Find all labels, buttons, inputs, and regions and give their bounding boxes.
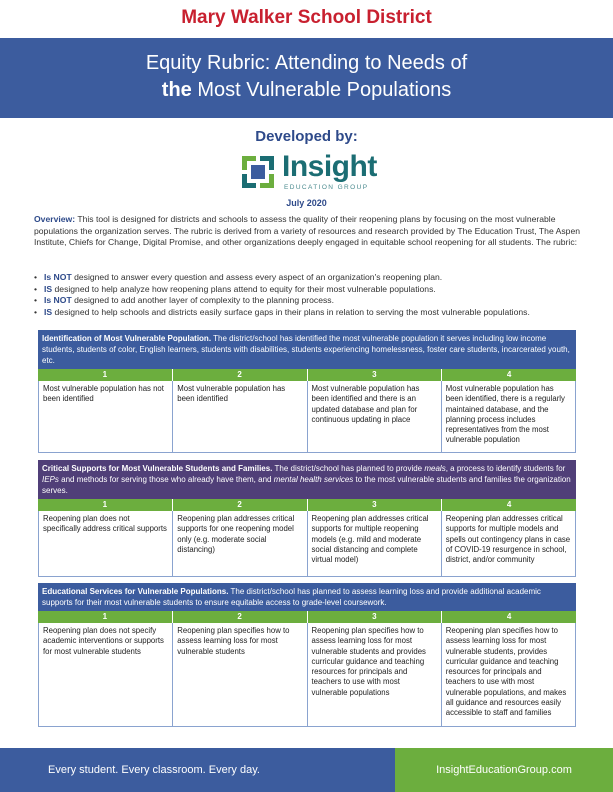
overview-label: Overview: (34, 214, 76, 224)
bullet-keyword: IS (44, 306, 53, 317)
rubric-cell: Reopening plan does not specifically address critical supports (38, 511, 173, 576)
rubric-cell: Most vulnerable population has been identified, there is a regularly maintained database, and the planning process includes representatives from the most vulnerable population (442, 381, 576, 452)
scale-3: 3 (308, 499, 443, 511)
scale-4: 4 (506, 500, 512, 509)
table-row (38, 623, 576, 727)
scale-1: 1 (38, 499, 173, 511)
scale-2: 2 (173, 611, 308, 623)
scale-2: 2 (173, 369, 308, 381)
scale-row (38, 611, 576, 623)
bullet-text: designed to help schools and districts easily surface gaps in their plans in relation to serving the most vulnerable populations. (52, 306, 530, 317)
overview-text: This tool is designed for districts and schools to assess the quality of their reopening plans by focusing on the most vulnerable populations the organization serves. The rubric is derived from a variety of resources and research provided by The Education Trust, The Aspen Institute, Chiefs for Change, Digital Promise, and other organizations deeply engaged in equitable school reopening for all students. The rubric: (34, 214, 581, 248)
section-description: The district/school has identified the most vulnerable population it serves including low income students, students of color, English learners, students with disabilities, students experiencing homelessness, foster care students, incarcerated youth, etc. (42, 334, 570, 365)
scale-1: 1 (38, 611, 173, 623)
section-header (38, 330, 576, 369)
rubric-section-identification (38, 330, 576, 453)
scale-2: 2 (173, 499, 308, 511)
bullet-keyword: IS (44, 283, 53, 294)
rubric-section-educational-services (38, 583, 576, 727)
logo-word: Insight (282, 150, 377, 183)
developed-by: Developed by: (255, 128, 358, 145)
scale-row (38, 499, 576, 511)
title-line-1: Equity Rubric: Attending to Needs of (145, 52, 468, 74)
logo-subtitle: EDUCATION GROUP (284, 184, 369, 191)
footer (0, 748, 613, 792)
bullet-text: designed to answer every question and assess every aspect of an organization's reopening plan. (71, 272, 443, 282)
rubric-cell: Most vulnerable population has not been identified (38, 381, 173, 452)
list-item (34, 295, 594, 307)
title-line-2 (0, 76, 613, 104)
footer-website-link[interactable]: InsightEducationGroup.com (395, 748, 613, 792)
section-description: The district/school has planned to provide (272, 464, 425, 473)
footer-tagline: Every student. Every classroom. Every day. (0, 748, 395, 792)
bullet-text: designed to add another layer of complexity to the planning process. (71, 295, 334, 306)
overview (34, 214, 584, 249)
section-title: Educational Services for Vulnerable Populations. (42, 587, 229, 596)
scale-3: 3 (308, 369, 443, 381)
insight-logo (240, 150, 380, 196)
table-row (38, 381, 576, 453)
section-title: Identification of Most Vulnerable Population. (42, 334, 212, 343)
list-item (34, 307, 594, 319)
rubric-cell: Reopening plan specifies how to assess learning loss for most vulnerable students, provides curricular guidance and teaching resources for principals and teachers to use with most vulnerable populations, and makes all guidance and resources easily accessible to staff and families (442, 623, 576, 726)
title-line-2-rest: Most Vulnerable Populations (191, 79, 452, 101)
rubric-cell: Reopening plan specifies how to assess learning loss for most vulnerable students (173, 623, 307, 726)
section-emphasis: meals (424, 464, 446, 473)
title-line-2-bold: the (161, 79, 192, 101)
section-description: The district/school has planned to assess learning loss and provide additional academic supports for their most vulnerable students to ensure equitable access to grade-level coursework. (42, 587, 541, 607)
date: July 2020 (286, 198, 327, 208)
rubric-cell: Most vulnerable population has been identified and there is an updated database and plan for continuous updating in place (308, 381, 442, 452)
rubric-section-critical-supports (38, 460, 576, 577)
section-emphasis: IEPs (42, 475, 59, 484)
section-title: Critical Supports for Most Vulnerable Students and Families. (42, 464, 273, 473)
rubric-cell: Reopening plan addresses critical supports for one reopening model only (e.g. moderate social distancing) (173, 511, 307, 576)
title-banner (0, 38, 613, 118)
scale-row (38, 369, 576, 381)
rubric-cell: Reopening plan specifies how to assess learning loss for most vulnerable students and provides curricular guidance and teaching resources for principals and teachers to use with most vulnerable populations (308, 623, 442, 726)
list-item (34, 272, 594, 284)
bullet-keyword: Is NOT (44, 272, 72, 282)
rubric-cell: Reopening plan does not specify academic interventions or supports for most vulnerable students (38, 623, 173, 726)
scale-1: 1 (38, 369, 173, 381)
table-row (38, 511, 576, 577)
section-header (38, 583, 576, 611)
rubric-cell: Reopening plan addresses critical supports for multiple reopening models (e.g. mild and moderate social distancing and complete virtual model) (308, 511, 442, 576)
list-item (34, 284, 594, 296)
section-emphasis: mental health services (273, 475, 354, 484)
bullet-text: designed to help analyze how reopening plans attend to equity for their most vulnerable populations. (52, 283, 436, 294)
section-description: to the most vulnerable students and families the organization serves. (42, 475, 571, 495)
section-description: and methods for serving those who already have them, and (58, 475, 274, 484)
section-description: , a process to identify students for (445, 464, 566, 473)
scale-4: 4 (506, 370, 512, 379)
scale-3: 3 (308, 611, 443, 623)
scale-4: 4 (506, 612, 512, 621)
rubric-cell: Most vulnerable population has been identified (173, 381, 307, 452)
rubric-cell: Reopening plan addresses critical supports for multiple models and spells out contingency plans in case of COVID-19 resurgence in school, district, and/or community (442, 511, 576, 576)
insight-logo-mark-icon (240, 154, 276, 190)
bullet-keyword: Is NOT (44, 295, 72, 306)
section-header (38, 460, 576, 499)
bullet-list (34, 272, 594, 318)
district-name: Mary Walker School District (181, 7, 432, 28)
